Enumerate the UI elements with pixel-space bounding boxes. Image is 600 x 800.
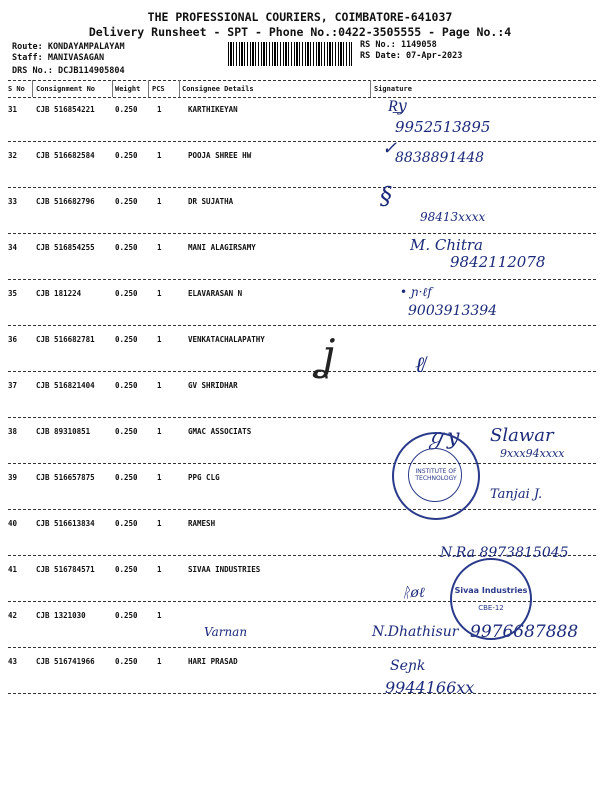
row-pcs: 1 xyxy=(157,243,162,252)
rs-number: RS No.: 1149058 xyxy=(360,40,437,50)
row-weight: 0.250 xyxy=(115,197,138,206)
row-consignee: ELAVARASAN N xyxy=(188,289,243,298)
stamp-company-code: CBE-12 xyxy=(478,604,504,612)
handwritten-phone: 9xxx94xxxx xyxy=(500,447,565,460)
row-pcs: 1 xyxy=(157,473,162,482)
company-title: THE PROFESSIONAL COURIERS, COIMBATORE-641037 xyxy=(147,10,453,24)
row-consignment-no: CJB 516821404 xyxy=(36,381,95,390)
handwritten-name: M. Chitra xyxy=(410,236,483,254)
row-consignee: KARTHIKEYAN xyxy=(188,105,238,114)
row-weight: 0.250 xyxy=(115,243,138,252)
handwritten-phone: 98413xxxx xyxy=(420,210,486,224)
handwritten-name: N.Dhathisur xyxy=(372,624,459,640)
signature-scribble: • ɲ·ℓf xyxy=(400,285,432,299)
handwritten-name: Varnan xyxy=(204,625,248,639)
col-consignment-header: Consignment No xyxy=(36,85,96,93)
col-divider xyxy=(179,80,180,97)
rs-date: RS Date: 07-Apr-2023 xyxy=(360,51,463,61)
row-separator xyxy=(8,233,596,234)
route-label: Route: KONDAYAMPALAYAM xyxy=(12,42,125,52)
row-consignment-no: CJB 516682781 xyxy=(36,335,95,344)
row-consignment-no: CJB 181224 xyxy=(36,289,82,298)
stamp-company-name: Sivaa Industries xyxy=(454,586,528,595)
handwritten-phone: 9842112078 xyxy=(450,253,546,271)
row-weight: 0.250 xyxy=(115,105,138,114)
row-sno: 34 xyxy=(8,243,18,252)
col-signature-header: Signature xyxy=(374,85,412,93)
row-consignee: HARI PRASAD xyxy=(188,657,238,666)
row-consignment-no: CJB 516682584 xyxy=(36,151,95,160)
handwritten-name: Slawar xyxy=(490,425,554,446)
row-consignee: PPG CLG xyxy=(188,473,220,482)
row-consignment-no: CJB 516613834 xyxy=(36,519,95,528)
row-consignment-no: CJB 516682796 xyxy=(36,197,95,206)
company-stamp xyxy=(450,558,532,640)
row-consignment-no: CJB 516741966 xyxy=(36,657,95,666)
row-weight: 0.250 xyxy=(115,289,138,298)
row-sno: 31 xyxy=(8,105,18,114)
row-consignment-no: CJB 516854255 xyxy=(36,243,95,252)
col-consignee-header: Consignee Details xyxy=(182,85,254,93)
handwritten-phone: 8838891448 xyxy=(395,150,485,166)
row-weight: 0.250 xyxy=(115,381,138,390)
row-pcs: 1 xyxy=(157,289,162,298)
row-weight: 0.250 xyxy=(115,565,138,574)
row-weight: 0.250 xyxy=(115,519,138,528)
col-divider xyxy=(112,80,113,97)
row-weight: 0.250 xyxy=(115,611,138,620)
row-pcs: 1 xyxy=(157,427,162,436)
row-separator xyxy=(8,693,596,694)
col-divider xyxy=(148,80,149,97)
row-weight: 0.250 xyxy=(115,473,138,482)
signature-scribble: ℊy xyxy=(425,425,460,450)
row-sno: 38 xyxy=(8,427,18,436)
row-separator xyxy=(8,417,596,418)
row-consignee: DR SUJATHA xyxy=(188,197,234,206)
row-pcs: 1 xyxy=(157,611,162,620)
handwritten-phone: N.Ra 8973815045 xyxy=(440,545,569,561)
row-consignment-no: CJB 516784571 xyxy=(36,565,95,574)
row-pcs: 1 xyxy=(157,565,162,574)
row-consignee: MANI ALAGIRSAMY xyxy=(188,243,256,252)
handwritten-name: Tanjai J. xyxy=(490,487,543,502)
drs-number: DRS No.: DCJB114905804 xyxy=(12,66,125,76)
row-consignee: POOJA SHREE HW xyxy=(188,151,252,160)
row-pcs: 1 xyxy=(157,151,162,160)
col-pcs-header: PCS xyxy=(152,85,165,93)
row-weight: 0.250 xyxy=(115,427,138,436)
signature-scribble: § xyxy=(380,182,392,210)
handwritten-phone: 9976687888 xyxy=(470,622,579,642)
row-sno: 35 xyxy=(8,289,18,298)
row-consignment-no: CJB 516657875 xyxy=(36,473,95,482)
row-sno: 33 xyxy=(8,197,18,206)
row-pcs: 1 xyxy=(157,197,162,206)
row-consignment-no: CJB 89310851 xyxy=(36,427,91,436)
signature-scribble: ʝ xyxy=(320,330,336,379)
row-consignee: VENKATACHALAPATHY xyxy=(188,335,265,344)
row-separator xyxy=(8,647,596,648)
row-sno: 32 xyxy=(8,151,18,160)
handwritten-phone: 9944166xx xyxy=(385,678,475,697)
institute-stamp xyxy=(392,432,480,520)
row-consignment-no: CJB 516854221 xyxy=(36,105,95,114)
row-separator xyxy=(8,463,596,464)
row-separator xyxy=(8,187,596,188)
row-sno: 39 xyxy=(8,473,18,482)
row-weight: 0.250 xyxy=(115,657,138,666)
row-separator xyxy=(8,509,596,510)
staff-label: Staff: MANIVASAGAN xyxy=(12,53,105,63)
col-divider xyxy=(32,80,33,97)
row-separator xyxy=(8,325,596,326)
row-consignee: GMAC ASSOCIATS xyxy=(188,427,252,436)
row-pcs: 1 xyxy=(157,519,162,528)
row-separator xyxy=(8,141,596,142)
row-weight: 0.250 xyxy=(115,335,138,344)
signature-scribble: R͟y xyxy=(388,96,407,115)
signature-scribble: ᚱøℓ xyxy=(402,585,425,601)
row-sno: 42 xyxy=(8,611,18,620)
signature-scribble: Seɲk xyxy=(390,658,426,674)
row-pcs: 1 xyxy=(157,381,162,390)
row-weight: 0.250 xyxy=(115,151,138,160)
barcode xyxy=(228,42,352,66)
row-consignment-no: CJB 1321030 xyxy=(36,611,86,620)
row-pcs: 1 xyxy=(157,335,162,344)
row-pcs: 1 xyxy=(157,105,162,114)
row-separator xyxy=(8,371,596,372)
col-sno-header: S No xyxy=(8,85,25,93)
row-consignee: RAMESH xyxy=(188,519,216,528)
row-sno: 40 xyxy=(8,519,18,528)
signature-scribble: ✓ xyxy=(382,138,398,159)
row-consignee: SIVAA INDUSTRIES xyxy=(188,565,261,574)
row-pcs: 1 xyxy=(157,657,162,666)
header-rule xyxy=(8,97,596,98)
row-sno: 37 xyxy=(8,381,18,390)
table-top-rule xyxy=(8,80,596,81)
handwritten-phone: 9003913394 xyxy=(408,303,498,319)
row-sno: 36 xyxy=(8,335,18,344)
stamp-text: INSTITUTE OF TECHNOLOGY xyxy=(415,468,457,482)
signature-scribble: ℓ̸ xyxy=(415,353,425,378)
col-weight-header: Weight xyxy=(115,85,141,93)
row-separator xyxy=(8,279,596,280)
col-divider xyxy=(370,80,371,97)
runsheet-subtitle: Delivery Runsheet - SPT - Phone No.:0422-3505555 - Page No.:4 xyxy=(88,25,512,39)
row-sno: 41 xyxy=(8,565,18,574)
row-sno: 43 xyxy=(8,657,18,666)
row-consignee: GV SHRIDHAR xyxy=(188,381,238,390)
handwritten-phone: 9952513895 xyxy=(395,118,491,136)
